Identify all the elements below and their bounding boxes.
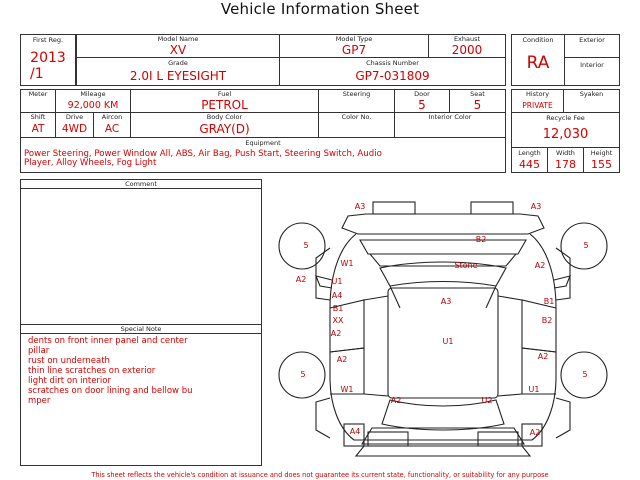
exhaust-cell [428,34,506,58]
damage-mark: Stone [454,261,478,270]
chassis-cell [279,57,506,86]
rear-left-fender [316,398,330,438]
meter-cell [20,89,56,113]
aircon-label: Aircon [101,113,123,121]
exterior-label: Exterior [579,36,605,44]
equipment-cell [20,137,506,173]
damage-mark: A3 [530,202,542,211]
hood-outline [360,240,526,254]
damage-mark: A3 [354,202,366,211]
damage-mark: A4 [331,291,343,300]
width-label: Width [556,149,575,157]
condition-label: Condition [522,36,554,44]
history-cell [511,89,564,113]
special-note-text [28,336,192,406]
damage-mark: W1 [340,259,354,268]
mileage-value: 92,000 KM [67,100,119,111]
front-left-bumper-corner [373,202,415,214]
aircon-cell [93,112,131,138]
exhaust-label: Exhaust [453,35,481,43]
model-name-label: Model Name [157,35,199,43]
car-diagram [268,188,618,470]
damage-mark: U1 [331,277,343,286]
special-note-line: rust on underneath [28,356,110,366]
front-right-bumper-corner [471,202,513,214]
damage-mark: A2 [330,329,342,338]
color-no-label: Color No. [341,113,372,121]
equipment-line-2: Player, Alloy Wheels, Fog Light [24,158,157,168]
body-color-value: GRAY(D) [199,122,250,136]
drive-label: Drive [65,113,84,121]
damage-mark: A3 [440,297,452,306]
mileage-cell [55,89,131,113]
front-right-door [522,300,556,352]
history-value: PRIVATE [522,101,553,110]
damage-mark: A2 [295,275,307,284]
steering-label: Steering [342,90,371,98]
seat-label: Seat [470,90,485,98]
equipment-label: Equipment [245,139,281,147]
height-label: Height [590,149,613,157]
door-cell [394,89,450,113]
first-reg-label: First Reg. [32,36,64,44]
shift-label: Shift [30,113,46,121]
syaken-cell [563,89,620,113]
exhaust-value: 2000 [451,43,483,57]
grade-cell [76,57,280,86]
damage-mark: A4 [349,427,361,436]
comment-label: Comment [21,180,261,189]
damage-mark: 5 [300,370,306,379]
fuel-cell [130,89,319,113]
grade-value: 2.0I L EYESIGHT [129,69,227,83]
special-note-label: Special Note [21,325,261,334]
first-reg-cell [20,34,76,86]
damage-mark: B2 [541,316,553,325]
drive-value: 4WD [61,123,88,135]
equipment-line-1: Power Steering, Power Window All, ABS, Air Bag, Push Start, Steering Switch, Audio [24,149,382,159]
color-no-cell [318,112,395,138]
special-note-line: dents on front inner panel and center [28,336,188,346]
damage-mark: A2 [336,355,348,364]
exterior-cell [564,34,620,58]
rear-right-fender [556,398,570,438]
damage-mark: 5 [583,241,589,250]
sheet-title: Vehicle Information Sheet [220,0,420,18]
model-type-value: GP7 [341,43,367,57]
seat-value: 5 [473,98,482,112]
drive-cell [55,112,94,138]
length-value: 445 [519,158,540,171]
damage-mark: B1 [543,297,555,306]
body-color-label: Body Color [206,113,243,121]
damage-mark: B1 [332,304,344,313]
damage-mark: A2 [537,352,549,361]
model-name-cell [76,34,280,58]
special-note-line: scratches on door lining and bellow bu [28,386,193,396]
front-bumper-outline [342,214,544,234]
shift-value: AT [31,123,45,135]
recycle-fee-value: 12,030 [542,127,589,142]
height-value: 155 [591,158,612,171]
disclaimer-footer: This sheet reflects the vehicle's condition at issuance and does not guarantee its current state, functionality, or suitability for any purpose [91,471,549,479]
fuel-label: Fuel [217,90,232,98]
interior-color-cell [394,112,506,138]
damage-mark: U1 [442,337,454,346]
special-note-line: pillar [28,346,50,356]
interior-color-label: Interior Color [428,113,472,121]
recycle-fee-label: Recycle Fee [546,114,585,122]
model-type-label: Model Type [335,35,373,43]
chassis-label: Chassis Number [366,59,419,67]
fuel-value: PETROL [201,98,248,112]
length-label: Length [518,149,541,157]
comment-box [20,179,262,325]
damage-mark: B2 [475,235,487,244]
special-note-line: light dirt on interior [28,376,111,386]
width-cell [547,147,584,173]
damage-mark: W1 [340,385,354,394]
door-value: 5 [418,98,426,112]
first-reg-year: 2013 [30,50,66,66]
model-name-value: XV [169,43,187,57]
damage-mark: A2 [534,261,546,270]
grade-label: Grade [168,59,188,67]
special-note-line: thin line scratches on exterior [28,366,156,376]
damage-mark: 5 [303,241,309,250]
interior-label: Interior [580,61,604,69]
condition-value: RA [526,53,550,73]
right-mirror [554,276,570,288]
shift-cell [20,112,56,138]
length-cell [511,147,548,173]
chassis-value: GP7-031809 [355,69,430,83]
aircon-value: AC [104,123,120,135]
model-type-cell [279,34,429,58]
damage-mark: U1 [528,385,540,394]
width-value: 178 [555,158,576,171]
syaken-label: Syaken [579,90,604,98]
body-color-cell [130,112,319,138]
mileage-label: Mileage [80,90,106,98]
condition-cell [511,34,565,86]
damage-mark: U2 [481,396,493,405]
recycle-fee-cell [511,112,620,148]
damage-mark: A2 [529,428,541,437]
door-label: Door [414,90,430,98]
seat-cell [449,89,506,113]
height-cell [583,147,620,173]
special-note-line: mper [28,396,51,406]
history-label: History [525,90,550,98]
rear-bumper-outline [356,446,530,456]
steering-cell [318,89,395,113]
damage-mark: XX [332,316,344,325]
first-reg-month: /1 [30,66,44,82]
interior-cell [564,57,620,86]
damage-mark: 5 [582,370,588,379]
damage-mark: A2 [390,396,402,405]
meter-label: Meter [28,90,48,98]
